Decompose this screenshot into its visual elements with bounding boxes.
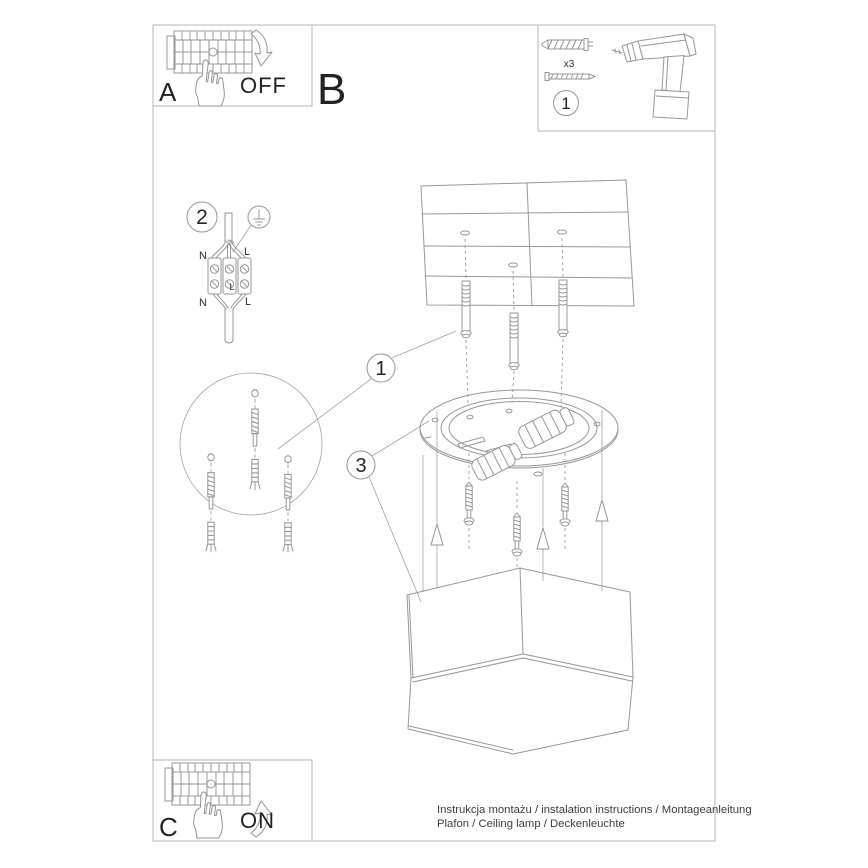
lamp-socket-lower [470,440,525,482]
tools-step-badge [554,91,579,116]
anchor-assembly-top [250,390,260,490]
footer [437,804,752,830]
wall-plug-right [558,280,568,337]
plate-hole-center [509,263,518,267]
mounting-screw-center [512,513,522,556]
panel-a-label: A [159,77,177,107]
footer-line2: Plafon / Ceiling lamp / Deckenleuchte [437,818,625,830]
earth-symbol-icon [233,206,270,252]
label-l-middle: L [229,282,235,292]
breaker-panel-icon [165,763,250,805]
canopy-hole [467,415,473,419]
up-arrow-left [431,412,443,588]
panel-c-label: C [159,812,178,842]
callout-3-badge [347,451,375,479]
pointing-hand-icon [194,792,223,838]
anchor-detail [180,331,456,602]
anchor-assembly-right [283,456,293,552]
svg-text:2: 2 [196,206,208,229]
mounting-screw-right [560,483,570,526]
power-cable-top [225,213,234,245]
svg-text:3: 3 [355,455,367,477]
wall-plug-icon [542,39,593,51]
anchor-assembly-left [206,454,216,552]
tools-box [542,34,696,119]
leader-line-1-magnifier [278,379,371,449]
label-n-bottom: N [199,297,207,309]
plate-hole-left [461,231,470,235]
wiring-step [187,202,270,343]
svg-text:1: 1 [375,358,387,380]
label-l-top: L [243,246,251,258]
canopy-hole [506,409,512,413]
plate-hole-right [558,230,567,234]
mounting-screw-left [464,482,474,525]
hexagonal-shade [407,568,633,754]
magnifier-circle [180,373,322,515]
pointing-hand-icon [196,60,225,106]
wall-plug-center [509,313,519,370]
wire-fan-bottom [213,294,246,309]
installation-frame [153,25,715,841]
wire-fan-top [212,243,245,258]
screw-icon [545,73,595,81]
on-label: ON [240,808,275,833]
callout-2-badge [187,202,217,232]
section-b-label: B [317,65,347,114]
callout-1-badge [367,354,395,382]
panel-a-box [153,25,312,106]
label-n-top: N [199,250,207,262]
up-arrow-right [596,410,608,591]
label-l-bottom: L [244,296,252,308]
panel-c [159,763,275,842]
off-arrow-icon [251,30,272,66]
breaker-panel-icon [167,31,252,73]
lamp-socket-upper [517,404,577,450]
wall-plug-left [461,281,471,338]
leader-line-3-shade [369,477,421,602]
canopy-slot [458,437,485,448]
ceiling-plate [421,180,634,407]
off-label: OFF [240,73,287,98]
anchor-quantity-label: x3 [563,59,575,70]
footer-line1: Instrukcja montażu / instalation instructions / Montageanleitung [437,804,752,816]
power-cable-bottom [225,309,233,343]
svg-text:1: 1 [561,94,571,113]
panel-a [159,30,287,107]
canopy [420,390,618,482]
canopy-hole [534,472,542,476]
drill-icon [612,34,696,119]
leader-line-1-ceiling [392,331,456,358]
canopy-mounting [423,410,608,592]
up-arrow-middle [537,468,549,581]
